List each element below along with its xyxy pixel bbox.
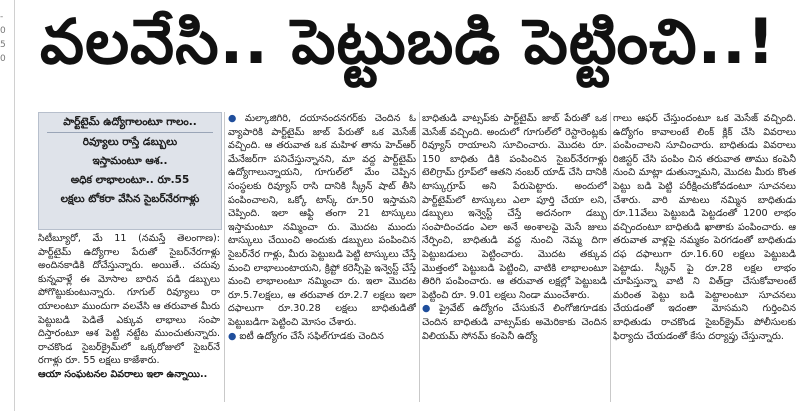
headline: వలవేసి.. పెట్టుబడి పెట్టించి..! [40, 5, 776, 78]
article-column-1 [38, 232, 220, 400]
article-closing-line: ఆయా సంఘటనల వివరాలు ఇలా ఉన్నాయి.. [38, 368, 208, 380]
margin-marks [0, 10, 14, 130]
article-paragraph: సిటీబ్యూరో, మే 11 (నమస్తే తెలంగాణ): పార్ట్‌టైమ్ ఉద్యోగాల పేరుతో సైబర్‌నేరగాళ్లు అందినకాడికి దోచేస్తున్నారు. అయితే.. చదువు కున్నవాళ్లే ఈ మోసాల బారిన పడి డబ్బులు పోగొట్టుకుంటున్నారు. గూగుల్ రివ్యూలు రా యాలంటూ ముందుగా వలవేసి ఆ తరువాత మీరు పెట్టుబడి పెడితే ఎక్కువ లాభాలు సంపా దిస్తారంటూ ఆశ పెట్టి నట్టేట ముంచుతున్నారు. రాచకొండ సైబర్‌క్రైమ్‌లో ఒక్కరోజులో సైబర్‌నే రగాళ్లు రూ. 55 లక్షలు కాజేశారు. [38, 233, 220, 367]
subhead-box [38, 112, 222, 230]
margin-mark: 0 [0, 54, 6, 64]
column-divider [610, 112, 611, 402]
subhead-line: పార్ట్‌టైమ్ ఉద్యోగాలంటూ గాలం.. [47, 113, 213, 133]
subhead-line: లక్షలు టోకరా వేసిన సైబర్‌నేరగాళ్లు [60, 193, 200, 205]
subhead-line: ఇస్తామంటూ ఆశ.. [92, 155, 168, 167]
margin-rule [14, 0, 15, 411]
column-divider [224, 112, 225, 402]
article-column-3 [422, 112, 607, 404]
margin-mark: 5 [0, 40, 6, 50]
article-column-4 [613, 112, 796, 404]
article-paragraph: ఐటీ ఉద్యోగం చేసే సఫిల్‌గూడకు చెందిన [239, 330, 384, 342]
margin-mark: - [0, 12, 4, 22]
article-paragraph: బాధితుడి వాట్సప్‌కు పార్ట్‌టైమ్ జాబ్ పేరుతో ఒక మెసేజ్ వచ్చింది. అందులో గూగుల్‌లో రెస్టారెంట్లకు రివ్యూస్ రాయాలని సూచించారు. మొదట రూ. 150 బాధితు డికి పంపించిన సైబర్‌నేరగాళ్లు టెలిగ్రామ్ గ్రూప్‌లో ఆతని నంబర్ యాడ్ చేసి దానికి టాస్కుగ్రూప్ అని పేరుపెట్టారు. అందులో పార్ట్‌టైమ్‌లో టాస్కులు ఎలా పూర్తి చేయా లని, డబ్బులు ఇన్వెస్ట్ చేస్తే అదనంగా డబ్బు సంపాదించడం ఎలా అనే అంశాలపై మెసే జులు నేర్పించి, బాధితుడి వద్ద నుంచి నెమ్మ దిగా పెట్టుబడులు పెట్టించారు. మొదట తక్కువ మొత్తంలో పెట్టుబడి పెట్టించి, వాటికి లాభాలంటూ తిరిగి పంపించారు. ఆ తరువాత లక్షల్లో పెట్టుబడి పెట్టించి రూ. 9.01 లక్షలు నిండా ముంచేశారు. [422, 113, 607, 301]
article-paragraph: మల్కాజిగిరి, దయానందనగర్‌కు చెందిన ఓ వ్యాపారికి పార్ట్‌టైమ్ జాబ్ పేరుతో ఒక మెసేజ్ వచ్చింది. ఆ తరువాత ఒక మహిళ తాను హెచ్‌ఆర్ మేనేజర్‌గా పనిచేస్తున్నానని, మా వద్ద పార్ట్‌టైమ్ ఉద్యోగాలున్నాయని, గూగుల్‌లో మేం చెప్పిన సంస్థలకు రివ్యూస్ రాసి దానికి స్క్రీన్ షాట్ తీసి పంపించాలని, ఒక్కో టాస్క్ రూ.50 ఇస్తామని చెప్పింది. ఇలా ఆఫ్టి తంగా 21 టాస్కులు ఇస్తామంటూ నమ్మించా రు. మొదట ముందు టాస్కులు చేయించి అందుకు డబ్బులు పంపించిన సైబర్‌నేర గాళ్లు, మీరు పెట్టుబడి పెట్టి టాస్కులు చేస్తే మంచి లాభాలుంటాయని, క్రిప్టో కరెన్సీపై ఇన్వెస్ట్ చేస్తే మంచి లాభాలంటూ నమ్మించా రు. ఇలా మొదట రూ.5.7లక్షలు, ఆ తరువాత రూ.2.7 లక్షలు ఇలా దఫాలుగా రూ.30.28 లక్షలు బాధితుడితో పెట్టుబడిగా పెట్టించి మోసం చేశారు. [228, 113, 416, 328]
subhead-line: రివ్యూలు రాస్తే డబ్బులు [82, 136, 178, 148]
article-paragraph: ప్రైవేట్ ఉద్యోగం చేసుకునే లింగోజిగూడకు చెందిన బాధితుడి వాట్సప్‌కు అమెరికాకు చెందిన విలియమ్ సోనమ్ కంపెనీ ఉద్యో [422, 303, 607, 342]
article-column-2 [228, 112, 416, 404]
bullet-icon: ● [228, 113, 242, 124]
margin-mark: 0 [0, 26, 6, 36]
article-paragraph: గాలు ఆఫర్ చేస్తుందంటూ ఒక మెసేజ్ వచ్చింది. ఉద్యోగం కావాలంటే లింక్ క్లిక్ చేసి వివరాలు పంపించాలని సూచించారు. బాధితుడు వివరాలు రిజిస్టర్ చేసి పంపిం చిన తరువాత తాము కంపెనీ నుంచి మాట్లా డుతున్నామని, మొదట మీరు కొంత పెట్టు బడి పెట్టి పరీక్షించుకోవడంటూ సూచనలు చేశారు. వారి మాటలు నమ్మిన బాధితుడు రూ.11వేలు పెట్టుబడి పెట్టడంతో 1200 లాభం వచ్చిందంటూ బాధితుడి ఖాతాకు పంపించారు. ఆ తరువాత వాళ్లపై నమ్మకం పెరగడంతో బాధితుడు దఫ దఫాలుగా రూ.16.60 లక్షలు పెట్టుబడి పెట్టాడు. స్క్రీన్ పై రూ.28 లక్షల లాభం చూపిస్తున్నా వాటి ని విత్‌డ్రా చేసుకోవాలంటే మరింత పెట్టు బడి పెట్టాలంటూ సూచనలు చేయడంతో ఇదంతా మోసమని గుర్తించిన బాధితుడు రాచకొండ సైబర్‌క్రైమ్ పోలీసులకు ఫిర్యాదు చేయడంతో కేసు దర్యాప్తు చేస్తున్నారు. [613, 113, 796, 342]
bullet-icon: ● [228, 330, 237, 342]
column-divider [419, 112, 420, 402]
subhead-line: అధిక లాభాలంటూ.. రూ.55 [70, 174, 190, 186]
bullet-icon: ● [422, 303, 437, 315]
